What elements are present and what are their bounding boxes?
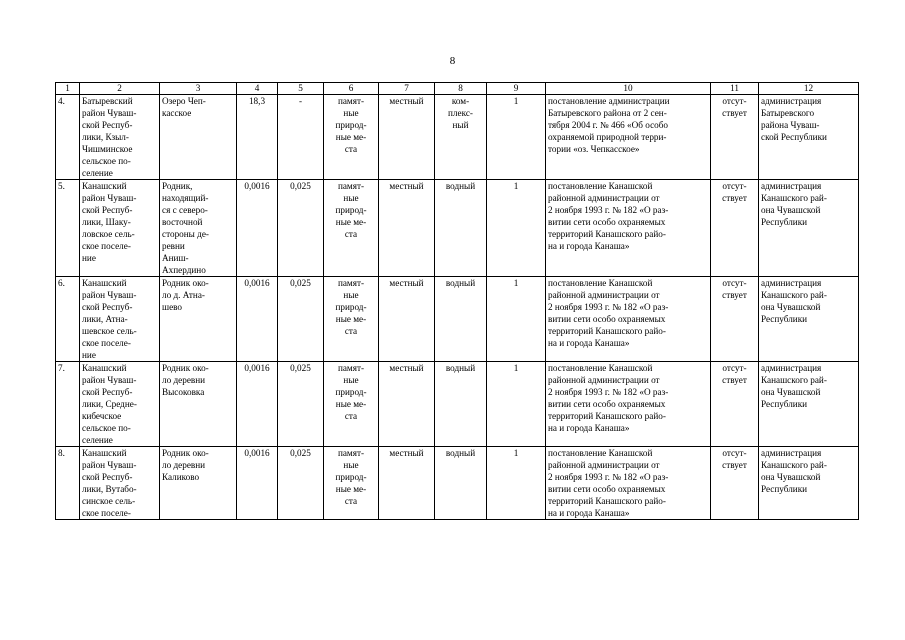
row-number-cell [56,277,80,362]
district-cell [80,447,160,520]
column-header: 3 [160,83,237,95]
zone-area-cell [278,447,324,520]
object-name-cell [160,180,237,277]
category-cell [324,95,379,180]
status-cell-text: отсут- ствует [722,278,747,300]
legal-document-cell [546,447,711,520]
legal-document-cell-text: постановление Канашской районной администрации от 2 ноября 1993 г. № 182 «О раз- витии сети особо охраняемых территорий Канашского райо- на и города Канаша» [548,448,669,518]
category-cell [324,447,379,520]
column-header: 2 [80,83,160,95]
count-cell [487,95,546,180]
column-header: 9 [487,83,546,95]
area-cell [237,447,278,520]
table-row [56,277,859,362]
legal-document-cell-text: постановление Канашской районной администрации от 2 ноября 1993 г. № 182 «О раз- витии сети особо охраняемых территорий Канашского райо- на и города Канаша» [548,181,669,251]
status-cell [711,180,759,277]
table-row [56,362,859,447]
count-cell [487,362,546,447]
zone-area-cell-text: - [298,96,303,106]
significance-cell [379,95,435,180]
column-header: 1 [56,83,80,95]
profile-cell-text: водный [445,181,476,191]
zone-area-cell-text: 0,025 [290,278,311,288]
status-cell-text: отсут- ствует [722,448,747,470]
table-row [56,95,859,180]
significance-cell [379,180,435,277]
status-cell-text: отсут- ствует [722,181,747,203]
object-name-cell-text: Родник, находящий- ся с северо- восточной стороны де- ревни Аниш- Ахпердино [162,181,209,275]
object-name-cell-text: Родник око- ло деревни Каликово [162,448,209,482]
count-cell [487,447,546,520]
zone-area-cell-text: 0,025 [290,181,311,191]
column-header: 7 [379,83,435,95]
object-name-cell [160,277,237,362]
count-cell-text: 1 [513,181,519,191]
authority-cell-text: администрация Канашского рай- она Чувашской Республики [761,448,827,494]
status-cell-text: отсут- ствует [722,96,747,118]
significance-cell-text: местный [389,448,424,458]
area-cell [237,362,278,447]
status-cell [711,362,759,447]
column-header: 5 [278,83,324,95]
legal-document-cell-text: постановление Канашской районной администрации от 2 ноября 1993 г. № 182 «О раз- витии сети особо охраняемых территорий Канашского райо- на и города Канаша» [548,278,669,348]
profile-cell [435,447,487,520]
status-cell [711,277,759,362]
count-cell-text: 1 [513,448,519,458]
authority-cell-text: администрация Канашского рай- она Чувашской Республики [761,278,827,324]
profile-cell-text: водный [445,363,476,373]
count-cell-text: 1 [513,278,519,288]
area-cell-text: 18,3 [248,96,266,106]
significance-cell [379,277,435,362]
zone-area-cell-text: 0,025 [290,448,311,458]
row-number-cell-text: 6. [58,278,65,288]
district-cell-text: Канашский район Чуваш- ской Респуб- лики, Шаку- ловское сель- ское поселе- ние [82,181,137,263]
legal-document-cell-text: постановление администрации Батыревского района от 2 сен- тября 2004 г. № 466 «Об особо охраняемой природной терри- тории «оз. Чепкасское» [548,96,670,154]
column-header: 4 [237,83,278,95]
district-cell-text: Канашский район Чуваш- ской Респуб- лики, Средне- кибечское сельское по- селение [82,363,137,445]
status-cell [711,447,759,520]
column-header: 6 [324,83,379,95]
category-cell-text: памят- ные природ- ные ме- ста [335,363,367,421]
legal-document-cell [546,95,711,180]
authority-cell [759,180,859,277]
object-name-cell [160,362,237,447]
category-cell [324,277,379,362]
authority-cell [759,95,859,180]
profile-cell-text: водный [445,448,476,458]
area-cell [237,95,278,180]
category-cell [324,362,379,447]
column-header: 8 [435,83,487,95]
row-number-cell [56,95,80,180]
significance-cell-text: местный [389,181,424,191]
object-name-cell [160,95,237,180]
district-cell-text: Батыревский район Чуваш- ской Респуб- лики, Кзыл- Чишминское сельское по- селение [82,96,137,178]
row-number-cell [56,362,80,447]
district-cell [80,180,160,277]
category-cell-text: памят- ные природ- ные ме- ста [335,448,367,506]
zone-area-cell [278,362,324,447]
count-cell [487,180,546,277]
profile-cell [435,362,487,447]
table-row [56,180,859,277]
row-number-cell [56,180,80,277]
row-number-cell [56,447,80,520]
row-number-cell-text: 8. [58,448,65,458]
profile-cell [435,277,487,362]
profile-cell-text: водный [445,278,476,288]
significance-cell-text: местный [389,363,424,373]
authority-cell [759,362,859,447]
district-cell-text: Канашский район Чуваш- ской Респуб- лики, Атна- шевское сель- ское поселе- ние [82,278,137,360]
legal-document-cell-text: постановление Канашской районной администрации от 2 ноября 1993 г. № 182 «О раз- витии сети особо охраняемых территорий Канашского райо- на и города Канаша» [548,363,669,433]
row-number-cell-text: 7. [58,363,65,373]
object-name-cell-text: Родник око- ло деревни Высоковка [162,363,209,397]
significance-cell-text: местный [389,96,424,106]
zone-area-cell-text: 0,025 [290,363,311,373]
table-row [56,447,859,520]
authority-cell [759,447,859,520]
category-cell [324,180,379,277]
category-cell-text: памят- ные природ- ные ме- ста [335,278,367,336]
column-header: 11 [711,83,759,95]
protected-areas-table [55,82,859,520]
area-cell [237,277,278,362]
status-cell [711,95,759,180]
authority-cell-text: администрация Канашского рай- она Чувашской Республики [761,363,827,409]
legal-document-cell [546,277,711,362]
area-cell-text: 0,0016 [244,363,270,373]
significance-cell-text: местный [389,278,424,288]
district-cell-text: Канашский район Чуваш- ской Респуб- лики, Вутабо- синское сель- ское поселе- [82,448,137,518]
district-cell [80,277,160,362]
zone-area-cell [278,95,324,180]
column-number-row [56,83,859,95]
area-cell [237,180,278,277]
object-name-cell-text: Озеро Чеп- касское [162,96,206,118]
legal-document-cell [546,362,711,447]
row-number-cell-text: 4. [58,96,65,106]
category-cell-text: памят- ные природ- ные ме- ста [335,181,367,239]
row-number-cell-text: 5. [58,181,65,191]
category-cell-text: памят- ные природ- ные ме- ста [335,96,367,154]
legal-document-cell [546,180,711,277]
authority-cell-text: администрация Батыревского района Чуваш- ской Республики [761,96,827,142]
column-header: 10 [546,83,711,95]
area-cell-text: 0,0016 [244,181,270,191]
column-header: 12 [759,83,859,95]
count-cell-text: 1 [513,96,519,106]
significance-cell [379,362,435,447]
significance-cell [379,447,435,520]
count-cell-text: 1 [513,363,519,373]
profile-cell-text: ком- плекс- ный [448,96,473,130]
authority-cell [759,277,859,362]
profile-cell [435,95,487,180]
district-cell [80,362,160,447]
status-cell-text: отсут- ствует [722,363,747,385]
zone-area-cell [278,180,324,277]
area-cell-text: 0,0016 [244,448,270,458]
object-name-cell [160,447,237,520]
area-cell-text: 0,0016 [244,278,270,288]
page-number: 8 [449,55,456,67]
district-cell [80,95,160,180]
count-cell [487,277,546,362]
authority-cell-text: администрация Канашского рай- она Чувашской Республики [761,181,827,227]
zone-area-cell [278,277,324,362]
profile-cell [435,180,487,277]
object-name-cell-text: Родник око- ло д. Атна- шево [162,278,209,312]
